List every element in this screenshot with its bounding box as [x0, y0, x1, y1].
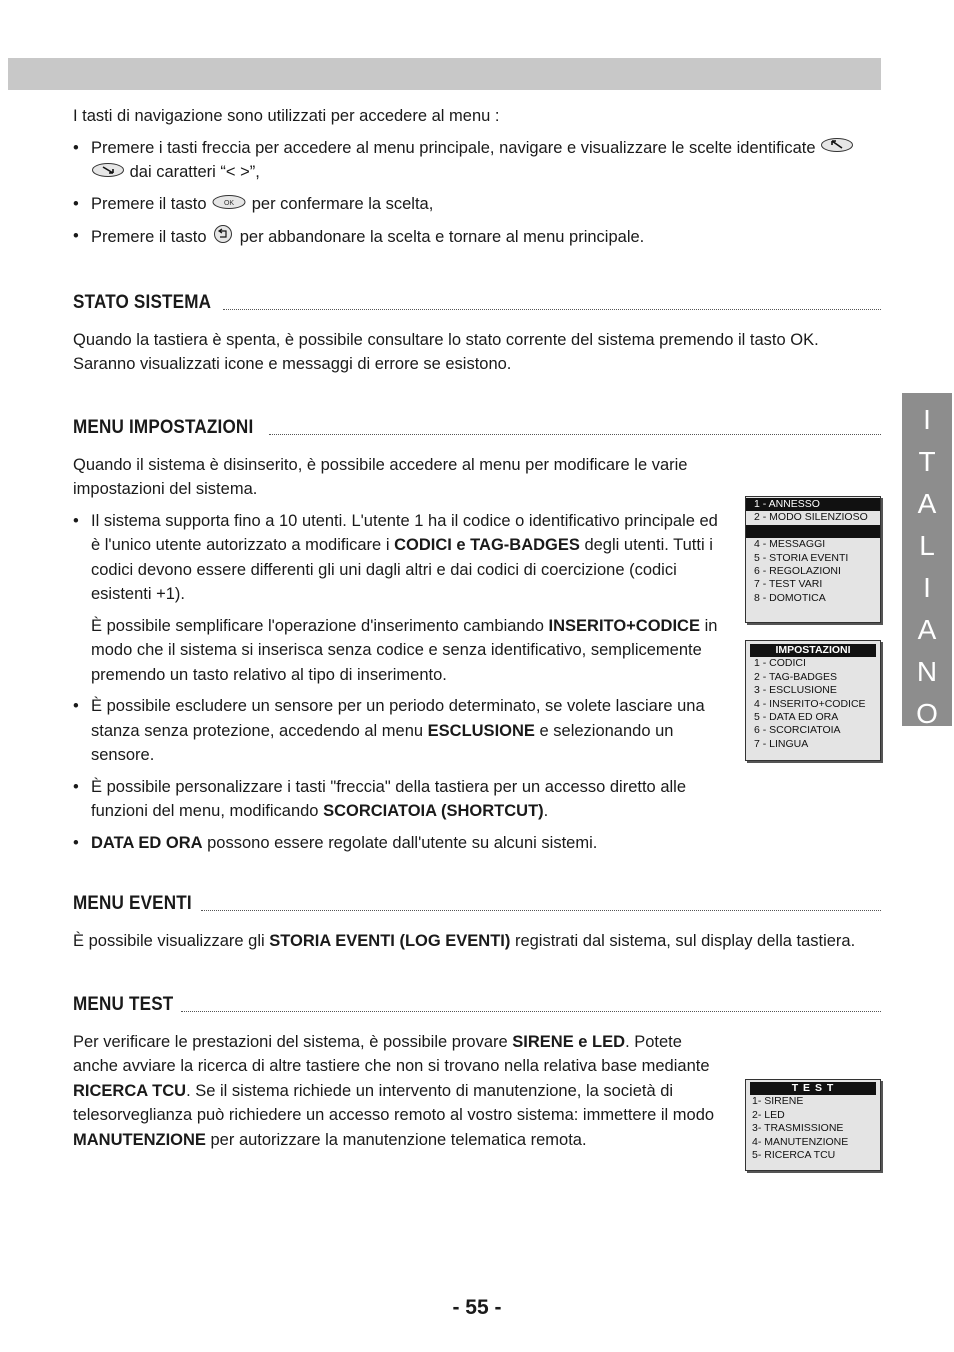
stato-text: Quando la tastiera è spenta, è possibile consultare lo stato corrente del sistema premendo il tasto OK. Saranno visualizzati icone e messaggi di errore se esistono. — [73, 330, 819, 374]
tab-letter: O — [916, 698, 938, 729]
arrow-left-key-icon — [820, 136, 854, 161]
lcd-main-menu — [745, 496, 881, 623]
ok-key-icon — [211, 193, 247, 218]
list-item: • DATA ED ORA possono essere regolate dall'utente su alcuni sistemi. — [73, 831, 723, 856]
impostazioni-list — [73, 509, 723, 856]
tab-letter: L — [919, 530, 935, 561]
list-item: • Premere il tasto OK per confermare la scelta, — [73, 192, 881, 217]
lcd-row: 4- MANUTENZIONE — [752, 1135, 849, 1148]
dotted-leader — [201, 909, 881, 911]
section-heading-impostazioni — [73, 417, 881, 439]
tab-letter: N — [916, 656, 938, 687]
lcd-row: 8 - DOMOTICA — [754, 591, 826, 604]
list-item: • Premere i tasti freccia per accedere al menu principale, navigare e visualizzare le scelte identificate dai caratteri “< >”, — [73, 136, 881, 186]
section-title: MENU TEST — [73, 993, 174, 1015]
dotted-leader — [269, 433, 881, 435]
page-content — [73, 104, 881, 1152]
lcd-row: 2 - TAG-BADGES — [754, 670, 838, 683]
header-bar — [8, 58, 881, 90]
intro-text: I tasti di navigazione sono utilizzati per accedere al menu : — [73, 107, 500, 125]
eventi-text: È possibile visualizzare gli STORIA EVENTI (LOG EVENTI) registrati dal sistema, sul display della tastiera. — [73, 932, 856, 951]
section-title: MENU IMPOSTAZIONI — [73, 416, 254, 438]
lcd-test-menu — [745, 1079, 881, 1171]
list-item: • È possibile escludere un sensore per un periodo determinato, se volete lasciare una stanza senza protezione, accedendo al menu ESCLUSIONE e selezionando un sensore. — [73, 694, 723, 768]
tab-letter: A — [917, 488, 937, 519]
lcd-row: 7 - LINGUA — [754, 737, 809, 750]
tab-letter: T — [918, 446, 936, 477]
exit-key-icon — [211, 224, 235, 252]
lcd-row: 1- SIRENE — [752, 1095, 804, 1108]
tab-letter: I — [923, 572, 931, 603]
tab-letter: A — [917, 614, 937, 645]
dotted-leader — [223, 308, 881, 310]
lcd-row-selected: 1 - ANNESSO — [746, 498, 880, 511]
lcd-row: 5 - DATA ED ORA — [754, 710, 839, 723]
lcd-header: IMPOSTAZIONI — [750, 644, 876, 657]
lcd-settings-menu — [745, 640, 881, 761]
list-item: • È possibile personalizzare i tasti "freccia" della tastiera per un accesso diretto alle funzioni del menu, modificando SCORCIATOIA (SHORTCUT). — [73, 775, 723, 824]
impostazioni-intro: Quando il sistema è disinserito, è possibile accedere al menu per modificare le varie impostazioni del sistema. — [73, 455, 688, 499]
lcd-row: 2- LED — [752, 1108, 785, 1121]
language-tab-italiano — [902, 393, 952, 729]
page-number: - 55 - — [452, 1296, 502, 1319]
test-text: Per verificare le prestazioni del sistema, è possibile provare SIRENE e LED. Potete anche avviare la ricerca di altre tastiere che non si trovano nella relativa base mediante RICERCA TCU. Se il sistema richiede un intervento di manutenzione, la società di telesorveglianza può richiedere un accesso remoto al vostro sistema: immettere il modo MANUTENZIONE per autorizzare la manutenzione telematica remota. — [73, 1032, 715, 1149]
tab-letter: I — [923, 404, 931, 435]
lcd-row: 6 - REGOLAZIONI — [754, 564, 841, 577]
lcd-row: 6 - SCORCIATOIA — [754, 724, 841, 737]
section-heading-eventi — [73, 893, 881, 915]
lcd-row: 5 - STORIA EVENTI — [754, 551, 849, 564]
dotted-leader — [181, 1010, 881, 1012]
list-item: • Premere il tasto per abbandonare la scelta e tornare al menu principale. — [73, 224, 881, 252]
lcd-row: 2 - MODO SILENZIOSO — [754, 511, 868, 524]
lcd-row: 4 - MESSAGGI — [754, 538, 826, 551]
lcd-row: 4 - INSERITO+CODICE — [754, 697, 866, 710]
lcd-row-highlight — [746, 525, 880, 538]
svg-text:OK: OK — [224, 199, 235, 207]
lcd-row: 3- TRASMISSIONE — [752, 1122, 844, 1135]
lcd-header: T E S T — [750, 1082, 876, 1095]
lcd-row: 7 - TEST VARI — [754, 578, 823, 591]
arrow-right-key-icon — [91, 161, 125, 186]
section-heading-test — [73, 994, 881, 1016]
impostazioni-body — [73, 453, 723, 856]
sub-paragraph: È possibile semplificare l'operazione d'inserimento cambiando INSERITO+CODICE in modo che il sistema si inserisca senza codice e senza identificativo, semplicemente premendo un tasto relativo al tipo di inserimento. — [91, 616, 718, 684]
lcd-row: 3 - ESCLUSIONE — [754, 684, 837, 697]
navigation-list — [73, 136, 881, 252]
lcd-row: 1 - CODICI — [754, 657, 806, 670]
list-item: • Il sistema supporta fino a 10 utenti. L'utente 1 ha il codice o identificativo principale ed è l'unico utente autorizzato a modificare i CODICI e TAG-BADGES degli utenti. Tutti i codici devono essere differenti gli uni dagli altri e dai codici di coercizione (codici esistenti +1). È possibile semplificare l'operazione d'inserimento cambiando INSERITO+CODICE in modo che il sistema si inserisca senza codice e senza identificativo, semplicemente premendo un tasto relativo al tipo di inserimento. — [73, 509, 723, 688]
section-title: STATO SISTEMA — [73, 291, 212, 313]
section-title: MENU EVENTI — [73, 893, 192, 915]
lcd-row: 5- RICERCA TCU — [752, 1148, 836, 1161]
section-heading-stato — [73, 292, 881, 314]
